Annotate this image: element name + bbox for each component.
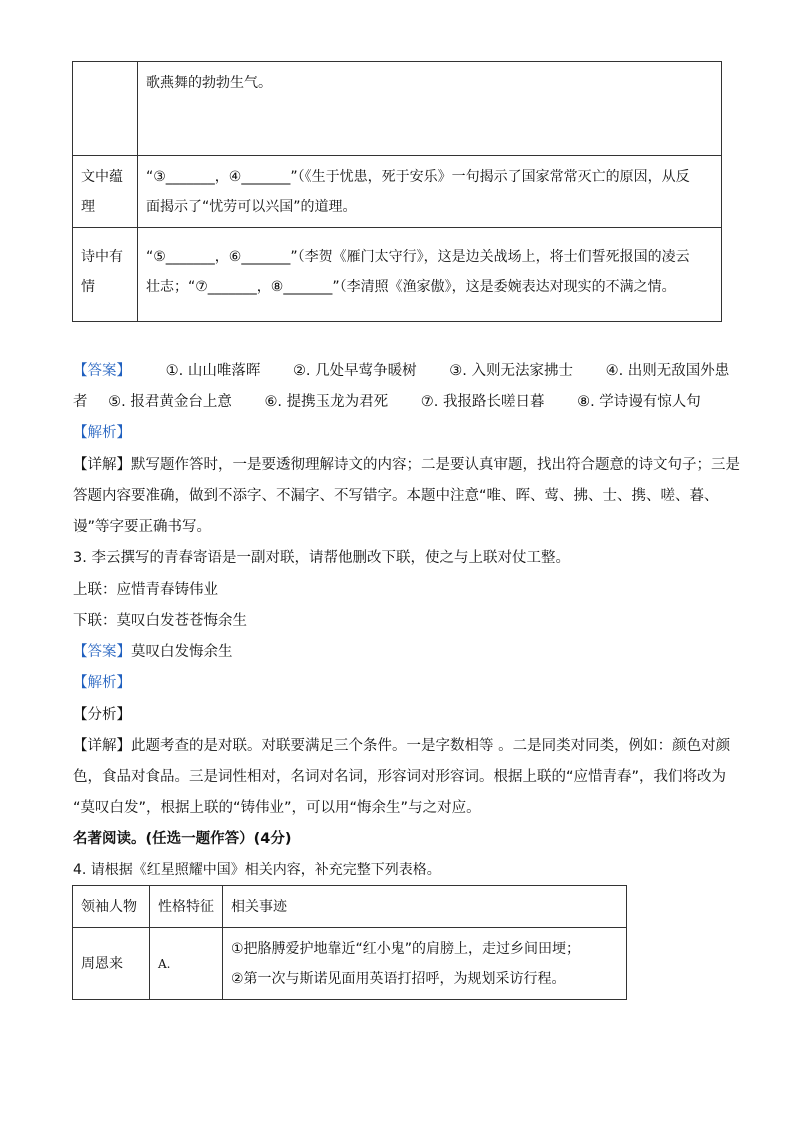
section-title: 名著阅读。(任选一题作答）(4分) (73, 831, 292, 847)
detail-line: 谩”等字要正确书写。 (73, 519, 212, 535)
leader-name-cell (73, 928, 150, 1000)
table-cell-text (138, 156, 722, 228)
answer-item: ⑤. 报君黄金台上意 (108, 394, 232, 410)
upper-couplet: 上联：应惜青春铸伟业 (73, 582, 218, 598)
answer-tag: 【答案】 (73, 644, 131, 660)
detail-line (73, 455, 740, 475)
cell-text: 歌燕舞的勃勃生气。 (146, 75, 272, 91)
detail-line (73, 736, 730, 756)
leader-name: 周恩来 (81, 955, 123, 972)
answer-row-2 (73, 392, 701, 412)
question-4: 4. 请根据《红星照耀中国》相关内容，补充完整下列表格。 (73, 862, 441, 878)
header-text: 领袖人物 (81, 898, 137, 915)
table-row-label (73, 156, 138, 228)
detail-tag: 【详解】 (73, 738, 131, 754)
table-cell-text (138, 228, 722, 322)
header-text: 相关事迹 (231, 898, 287, 915)
answer-text: 莫叹白发悔余生 (131, 644, 233, 660)
fenxi-tag: 【分析】 (73, 707, 131, 723)
detail-line: 色，食品对食品。三是词性相对，名词对名词，形容词对形容词。根据上联的“应惜青春”，我们将改为 (73, 769, 727, 785)
answer-tag: 【答案】 (73, 363, 131, 379)
analysis-tag: 【解析】 (73, 675, 131, 691)
detail-line: 答题内容要准确，做到不添字、不漏字、不写错字。本题中注意“唯、晖、莺、拂、士、携、嗟、暮、 (73, 488, 719, 504)
question-3: 3. 李云撰写的青春寄语是一副对联，请帮他删改下联，使之与上联对仗工整。 (73, 550, 570, 566)
header-text: 性格特征 (158, 898, 214, 915)
trait-text: A. (158, 956, 171, 971)
table-row-label (73, 228, 138, 322)
detail-text: 此题考查的是对联。对联要满足三个条件。一是字数相等 。二是同类对同类，例如：颜色对颜 (131, 738, 731, 754)
header-cell (223, 886, 627, 928)
answer-item: ⑦. 我报路长嗟日暮 (420, 394, 545, 410)
trait-cell (150, 928, 223, 1000)
answer-item: ②. 几处早莺争暖树 (292, 363, 417, 379)
cell-line: 面揭示了“忧劳可以兴国”的道理。 (146, 199, 357, 215)
row-label: 文中蕴理 (81, 169, 123, 215)
answer-row-1 (73, 361, 729, 381)
answer-prefix: 者 (73, 394, 88, 410)
answer-3 (73, 642, 233, 662)
detail-tag: 【详解】 (73, 457, 131, 473)
answer-item: ⑧. 学诗谩有惊人句 (577, 394, 701, 410)
table-cell-empty (73, 62, 138, 156)
header-cell (150, 886, 223, 928)
poetry-table (72, 61, 722, 322)
row-label: 诗中有情 (81, 249, 123, 295)
cell-line: “③_______，④_______”（《生于忧患，死于安乐》一句揭示了国家常常灭亡的原因，从反 (146, 169, 690, 185)
table-cell-text (138, 62, 722, 156)
analysis-tag: 【解析】 (73, 425, 131, 441)
leader-table (72, 885, 627, 1000)
deed-cell (223, 928, 627, 1000)
cell-line: 壮志；“⑦_______，⑧_______”（李清照《渔家傲》，这是委婉表达对现实的不满之情。 (146, 279, 676, 295)
detail-text: 默写题作答时，一是要透彻理解诗文的内容；二是要认真审题，找出符合题意的诗文句子；三是 (131, 457, 740, 473)
answer-item: ④. 出则无敌国外患 (605, 363, 730, 379)
deed-line: ①把胳膊爱护地靠近“红小鬼”的肩膀上，走过乡间田埂； (231, 940, 581, 957)
detail-line: “莫叹白发”，根据上联的“铸伟业”，可以用“悔余生”与之对应。 (73, 800, 481, 816)
answer-item: ①. 山山唯落晖 (165, 363, 261, 379)
cell-line: “⑤_______，⑥_______”（李贺《雁门太守行》，这是边关战场上，将士们誓死报国的凌云 (146, 249, 690, 265)
header-cell (73, 886, 150, 928)
answer-item: ⑥. 提携玉龙为君死 (264, 394, 389, 410)
lower-couplet: 下联：莫叹白发苍苍悔余生 (73, 613, 247, 629)
answer-item: ③. 入则无法家拂士 (449, 363, 573, 379)
deed-line: ②第一次与斯诺见面用英语打招呼，为规划采访行程。 (231, 970, 566, 987)
